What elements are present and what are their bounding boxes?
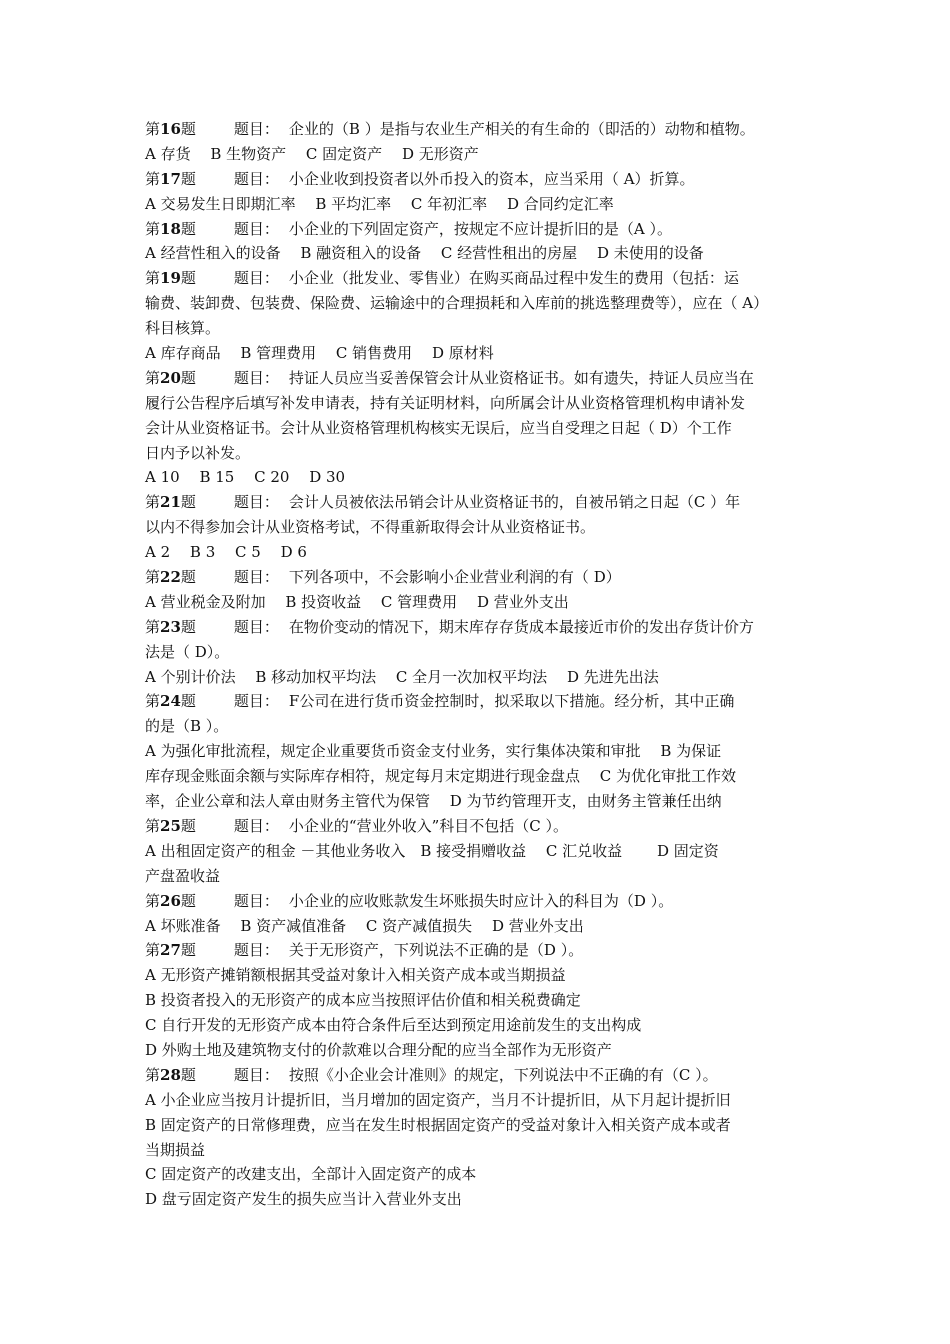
question-stem: 下列各项中，不会影响小企业营业利润的有（ D） xyxy=(288,568,621,587)
question-header xyxy=(145,366,815,391)
answer-options xyxy=(145,789,815,814)
option-text: A 存货 B 生物资产 C 固定资产 D 无形资产 xyxy=(145,144,479,163)
question-text-line xyxy=(145,291,815,316)
option-text: A 出租固定资产的租金 －其他业务收入 B 接受捐赠收益 C 汇兑收益 D 固定资 xyxy=(145,841,719,860)
question-header xyxy=(145,217,815,242)
answer-options xyxy=(145,590,815,615)
answer-options xyxy=(145,341,815,366)
question-stem: 的是（B ）。 xyxy=(145,717,229,736)
question-header xyxy=(145,689,815,714)
question-prefix: 第 xyxy=(145,493,161,512)
question-label: 题目： xyxy=(233,219,279,238)
answer-options xyxy=(145,988,815,1013)
question-text-line xyxy=(145,515,815,540)
option-text: 产盘盈收益 xyxy=(145,866,221,885)
question-suffix: 题 xyxy=(180,368,196,387)
answer-options xyxy=(145,1162,815,1187)
option-text: 库存现金账面余额与实际库存相符，规定每月末定期进行现金盘点 C 为优化审批工作效 xyxy=(145,767,737,786)
option-text: C 自行开发的无形资产成本由符合条件后至达到预定用途前发生的支出构成 xyxy=(145,1016,642,1035)
answer-options xyxy=(145,142,815,167)
question-number: 21 xyxy=(160,493,181,512)
question-suffix: 题 xyxy=(180,120,196,138)
option-text: A 坏账准备 B 资产减值准备 C 资产减值损失 D 营业外支出 xyxy=(145,916,584,935)
answer-options xyxy=(145,764,815,789)
question-number: 25 xyxy=(160,816,181,835)
question-stem: 小企业收到投资者以外币投入的资本，应当采用（ A）折算。 xyxy=(288,169,695,188)
question-prefix: 第 xyxy=(145,941,161,960)
question-label: 题目： xyxy=(233,169,279,188)
question-suffix: 题 xyxy=(180,568,196,587)
question-label: 题目： xyxy=(233,568,279,587)
option-text: A 无形资产摊销额根据其受益对象计入相关资产成本或当期损益 xyxy=(145,966,566,985)
question-stem: 履行公告程序后填写补发申请表，持有关证明材料，向所属会计从业资格管理机构申请补发 xyxy=(145,393,746,412)
answer-options xyxy=(145,1038,815,1063)
answer-options xyxy=(145,914,815,939)
option-text: B 固定资产的日常修理费，应当在发生时根据固定资产的受益对象计入相关资产成本或者 xyxy=(145,1115,731,1134)
question-stem: 日内予以补发。 xyxy=(145,443,251,462)
question-stem: 法是（ D）。 xyxy=(145,642,230,661)
question-suffix: 题 xyxy=(180,692,196,711)
question-header xyxy=(145,167,815,192)
question-label: 题目： xyxy=(233,269,279,288)
question-stem: 小企业的应收账款发生坏账损失时应计入的科目为（D ）。 xyxy=(288,891,674,910)
option-text: D 外购土地及建筑物支付的价款难以合理分配的应当全部作为无形资产 xyxy=(145,1040,612,1059)
question-prefix: 第 xyxy=(145,169,161,188)
answer-options xyxy=(145,1013,815,1038)
question-number: 16 xyxy=(160,120,181,138)
question-prefix: 第 xyxy=(145,692,161,711)
question-stem: 按照《小企业会计准则》的规定，下列说法中不正确的有（C ）。 xyxy=(288,1065,718,1084)
option-text: A 营业税金及附加 B 投资收益 C 管理费用 D 营业外支出 xyxy=(145,592,569,611)
question-stem: 科目核算。 xyxy=(145,319,221,338)
question-prefix: 第 xyxy=(145,368,161,387)
option-text: 率，企业公章和法人章由财务主管代为保管 D 为节约管理开支，由财务主管兼任出纳 xyxy=(145,792,722,811)
answer-options xyxy=(145,192,815,217)
option-text: 当期损益 xyxy=(145,1140,206,1159)
question-number: 27 xyxy=(160,941,181,960)
question-suffix: 题 xyxy=(180,269,196,288)
question-prefix: 第 xyxy=(145,617,161,636)
question-stem: 在物价变动的情况下，期末库存存货成本最接近市价的发出存货计价方 xyxy=(288,617,754,636)
question-number: 19 xyxy=(160,269,181,288)
question-prefix: 第 xyxy=(145,891,161,910)
question-stem: 小企业的下列固定资产，按规定不应计提折旧的是（A ）。 xyxy=(288,219,673,238)
document-page xyxy=(145,117,815,1212)
question-text-line xyxy=(145,441,815,466)
question-stem: F公司在进行货币资金控制时，拟采取以下措施。经分析，其中正确 xyxy=(288,692,735,711)
question-stem: 小企业的“营业外收入”科目不包括（C ）。 xyxy=(288,816,569,835)
question-prefix: 第 xyxy=(145,1065,161,1084)
question-suffix: 题 xyxy=(180,816,196,835)
answer-options xyxy=(145,839,815,864)
answer-options xyxy=(145,864,815,889)
question-label: 题目： xyxy=(233,120,279,138)
question-suffix: 题 xyxy=(180,617,196,636)
question-suffix: 题 xyxy=(180,1065,196,1084)
question-number: 17 xyxy=(160,169,181,188)
answer-options xyxy=(145,465,815,490)
question-label: 题目： xyxy=(233,891,279,910)
answer-options xyxy=(145,1187,815,1212)
question-prefix: 第 xyxy=(145,816,161,835)
answer-options xyxy=(145,241,815,266)
question-header xyxy=(145,938,815,963)
question-number: 28 xyxy=(160,1065,181,1084)
option-text: A 个别计价法 B 移动加权平均法 C 全月一次加权平均法 D 先进先出法 xyxy=(145,667,659,686)
question-header xyxy=(145,615,815,640)
question-stem: 小企业（批发业、零售业）在购买商品过程中发生的费用（包括：运 xyxy=(288,269,739,288)
question-label: 题目： xyxy=(233,1065,279,1084)
question-stem: 会计从业资格证书。会计从业资格管理机构核实无误后，应当自受理之日起（ D）个工作 xyxy=(145,418,732,437)
question-header xyxy=(145,814,815,839)
option-text: A 经营性租入的设备 B 融资租入的设备 C 经营性租出的房屋 D 未使用的设备 xyxy=(145,244,704,263)
question-label: 题目： xyxy=(233,617,279,636)
question-text-line xyxy=(145,316,815,341)
question-text-line xyxy=(145,714,815,739)
question-header xyxy=(145,117,815,142)
question-header xyxy=(145,266,815,291)
question-header xyxy=(145,565,815,590)
answer-options xyxy=(145,1113,815,1138)
answer-options xyxy=(145,739,815,764)
option-text: A 10 B 15 C 20 D 30 xyxy=(145,468,346,487)
question-number: 22 xyxy=(160,568,181,587)
question-text-line xyxy=(145,416,815,441)
question-number: 26 xyxy=(160,891,181,910)
answer-options xyxy=(145,1088,815,1113)
option-text: A 小企业应当按月计提折旧，当月增加的固定资产，当月不计提折旧，从下月起计提折旧 xyxy=(145,1090,731,1109)
question-stem: 关于无形资产，下列说法不正确的是（D ）。 xyxy=(288,941,584,960)
question-text-line xyxy=(145,640,815,665)
question-suffix: 题 xyxy=(180,493,196,512)
question-prefix: 第 xyxy=(145,568,161,587)
question-header xyxy=(145,889,815,914)
question-stem: 输费、装卸费、包装费、保险费、运输途中的合理损耗和入库前的挑选整理费等），应在（ A） xyxy=(145,294,769,313)
answer-options xyxy=(145,540,815,565)
question-header xyxy=(145,490,815,515)
question-suffix: 题 xyxy=(180,941,196,960)
question-label: 题目： xyxy=(233,368,279,387)
question-stem: 持证人员应当妥善保管会计从业资格证书。如有遗失，持证人员应当在 xyxy=(288,368,754,387)
question-prefix: 第 xyxy=(145,269,161,288)
option-text: A 交易发生日即期汇率 B 平均汇率 C 年初汇率 D 合同约定汇率 xyxy=(145,194,614,213)
option-text: D 盘亏固定资产发生的损失应当计入营业外支出 xyxy=(145,1190,462,1209)
answer-options xyxy=(145,1138,815,1163)
question-stem: 企业的（B ）是指与农业生产相关的有生命的（即活的）动物和植物。 xyxy=(288,120,755,138)
option-text: A 2 B 3 C 5 D 6 xyxy=(145,543,307,562)
question-text-line xyxy=(145,391,815,416)
question-header xyxy=(145,1063,815,1088)
option-text: A 库存商品 B 管理费用 C 销售费用 D 原材料 xyxy=(145,344,494,363)
question-stem: 以内不得参加会计从业资格考试，不得重新取得会计从业资格证书。 xyxy=(145,518,596,537)
option-text: B 投资者投入的无形资产的成本应当按照评估价值和相关税费确定 xyxy=(145,991,581,1010)
question-number: 20 xyxy=(160,368,181,387)
question-prefix: 第 xyxy=(145,120,161,138)
answer-options xyxy=(145,665,815,690)
question-suffix: 题 xyxy=(180,169,196,188)
question-label: 题目： xyxy=(233,816,279,835)
question-prefix: 第 xyxy=(145,219,161,238)
question-suffix: 题 xyxy=(180,219,196,238)
question-number: 23 xyxy=(160,617,181,636)
question-number: 18 xyxy=(160,219,181,238)
question-label: 题目： xyxy=(233,692,279,711)
answer-options xyxy=(145,963,815,988)
question-label: 题目： xyxy=(233,493,279,512)
option-text: A 为强化审批流程，规定企业重要货币资金支付业务，实行集体决策和审批 B 为保证 xyxy=(145,742,722,761)
option-text: C 固定资产的改建支出，全部计入固定资产的成本 xyxy=(145,1165,477,1184)
question-stem: 会计人员被依法吊销会计从业资格证书的，自被吊销之日起（C ）年 xyxy=(288,493,741,512)
question-suffix: 题 xyxy=(180,891,196,910)
question-label: 题目： xyxy=(233,941,279,960)
question-number: 24 xyxy=(160,692,181,711)
